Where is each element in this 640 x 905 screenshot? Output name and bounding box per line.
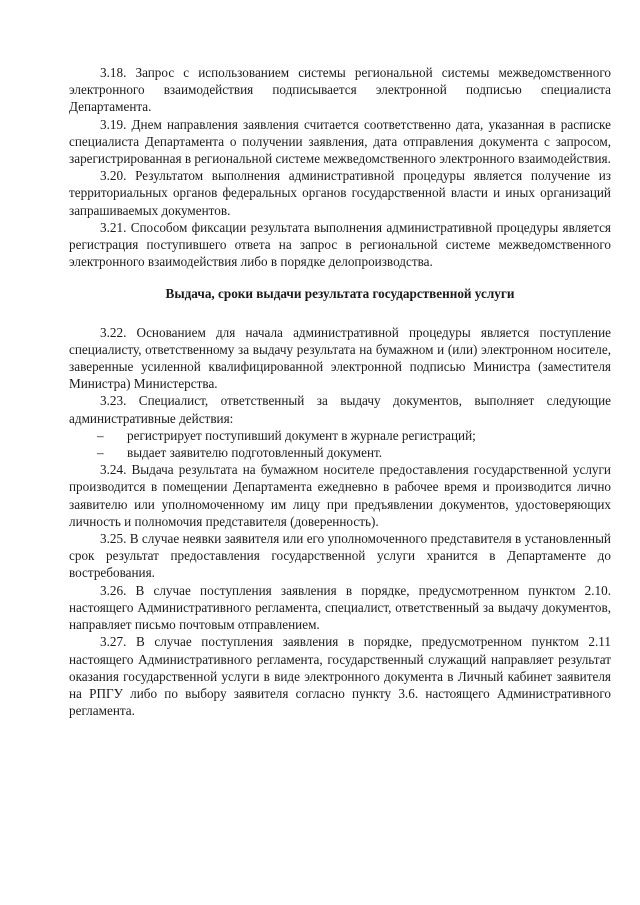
paragraph-3-21: 3.21. Способом фиксации результата выполнения административной процедуры является регистрация поступившего ответа на запрос в региональной системе межведомственного электронного взаимодействия либо в порядке делопроизводства. bbox=[69, 219, 611, 270]
paragraph-3-19: 3.19. Днем направления заявления считается соответственно дата, указанная в расписке специалиста Департамента о получении заявления, дата отправления документа с запросом, зарегистрированная в региональной системе межведомственного электронного взаимодействия. bbox=[69, 116, 611, 167]
list-item-text: выдает заявителю подготовленный документ. bbox=[127, 445, 383, 461]
paragraph-3-23: 3.23. Специалист, ответственный за выдачу документов, выполняет следующие административные действия: bbox=[69, 393, 611, 426]
list-marker: – bbox=[97, 445, 104, 461]
paragraph-3-26: 3.26. В случае поступления заявления в порядке, предусмотренном пунктом 2.10. настоящего Административного регламента, специалист, ответственный за выдачу документов, направляет письмо почтовым отправлением. bbox=[69, 582, 611, 633]
section-heading: Выдача, сроки выдачи результата государственной услуги bbox=[165, 286, 515, 302]
paragraph-3-25: 3.25. В случае неявки заявителя или его уполномоченного представителя в установленный срок результат предоставления государственной услуги хранится в Департаменте до востребования. bbox=[69, 531, 611, 581]
paragraph-3-27: 3.27. В случае поступления заявления в порядке, предусмотренном пунктом 2.11 настоящего Административного регламента, государственный служащий направляет результат оказания государственной услуги в виде электронного документа в Личный кабинет заявителя на РПГУ либо по выбору заявителя согласно пункту 3.6. настоящего Административного регламента. bbox=[69, 634, 611, 719]
document-page bbox=[69, 64, 611, 719]
paragraph-3-22: 3.22. Основанием для начала административной процедуры является поступление специалисту, ответственному за выдачу результата на бумажном и (или) электронном носителе, заверенные усиленной квалифицированной электронной подписью Министра (заместителя Министра) Министерства. bbox=[69, 324, 611, 392]
paragraph-3-24: 3.24. Выдача результата на бумажном носителе предоставления государственной услуги производится в помещении Департамента ежедневно в рабочее время и производится лично заявителю или уполномоченному им лицу при предъявлении документов, удостоверяющих личность и полномочия представителя (доверенность). bbox=[69, 462, 611, 529]
list-item bbox=[69, 427, 611, 444]
paragraph-3-18: 3.18. Запрос с использованием системы региональной системы межведомственного электронного взаимодействия подписывается электронной подписью специалиста Департамента. bbox=[69, 65, 611, 115]
list-item bbox=[69, 444, 611, 461]
list-marker: – bbox=[97, 427, 104, 443]
paragraph-3-20: 3.20. Результатом выполнения административной процедуры является получение из территориальных органов федеральных органов государственной власти и иных организаций запрашиваемых документов. bbox=[69, 168, 611, 218]
list-item-text: регистрирует поступивший документ в журнале регистраций; bbox=[127, 427, 476, 443]
